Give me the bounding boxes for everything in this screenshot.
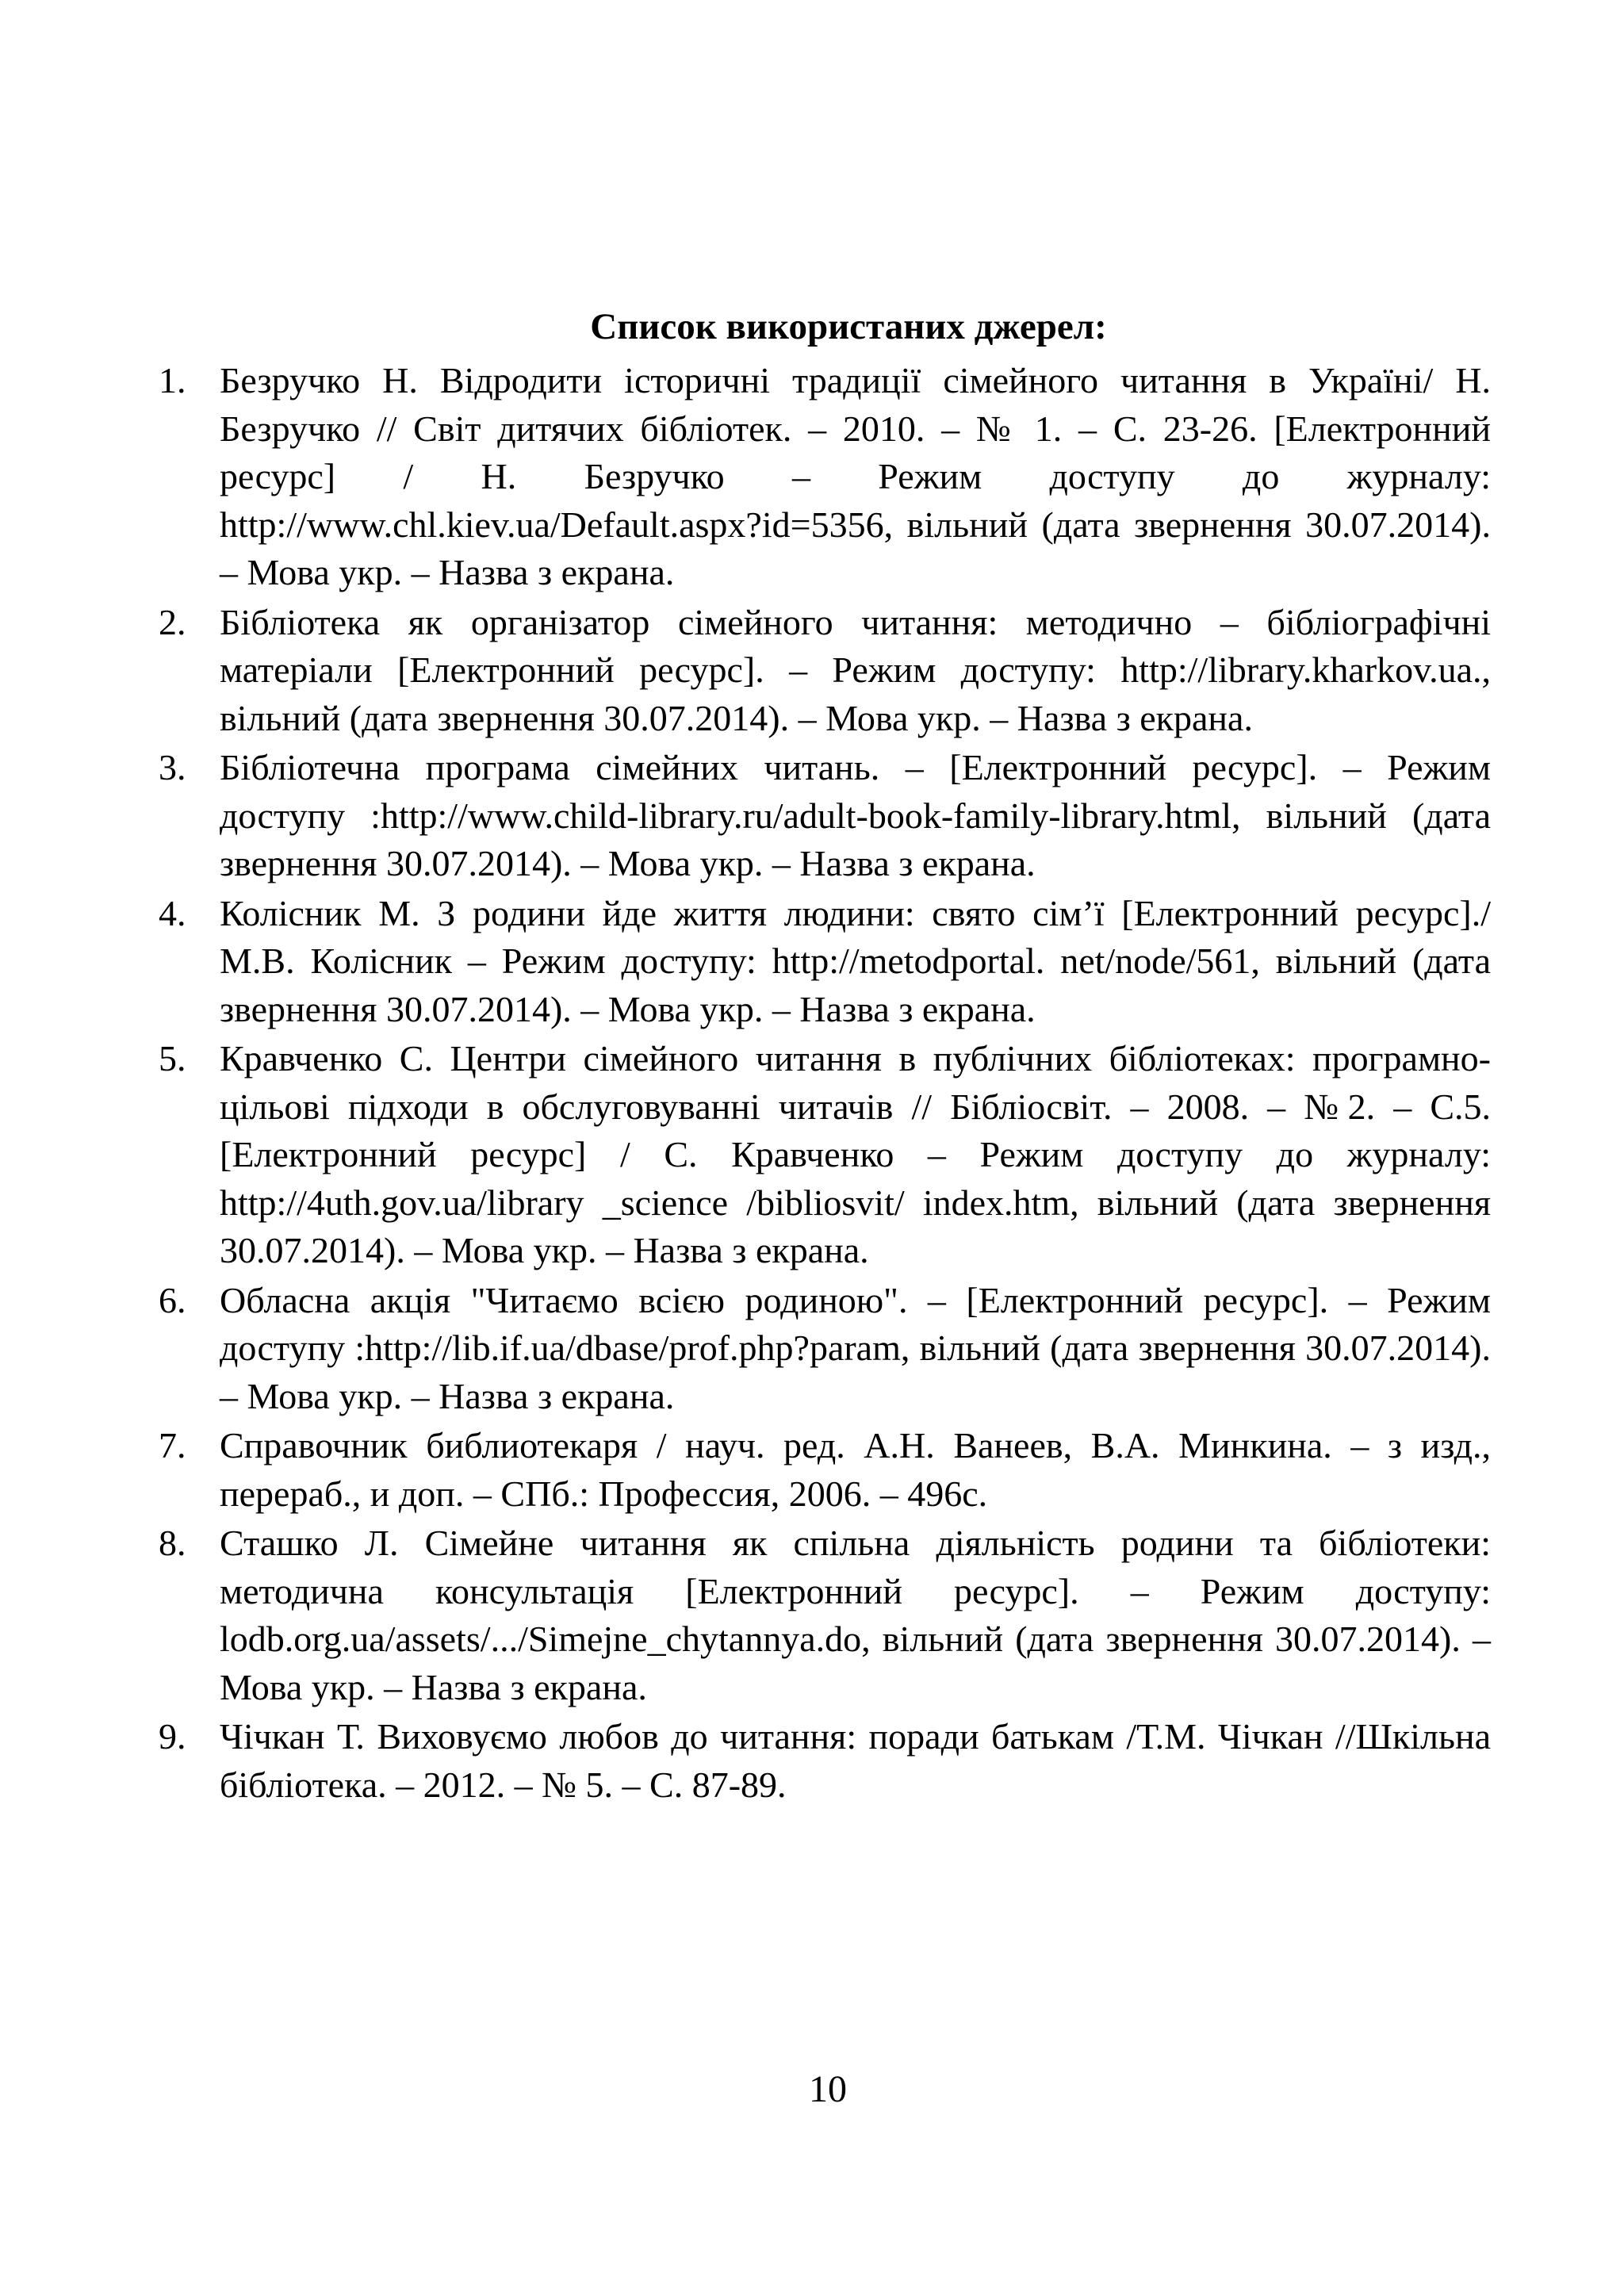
reference-item-3: [159, 744, 1491, 888]
reference-text: Кравченко С. Центри сімейного читання в публічних бібліотеках: програмно-цільові підходи в обслуговуванні читачів // Бібліосвіт. – 2008. – №2. – С.5. [Електронний ресурс] / С. Кравченко – Режим доступу до журналу: http://4uth.gov.ua/library _science /bibliosvit/ index.htm, вільний (дата звернення 30.07.2014). – Мова укр. – Назва з екрана.: [220, 1038, 1491, 1270]
reference-number: 2.: [159, 601, 186, 642]
references-heading: Список використаних джерел:: [590, 306, 1107, 347]
reference-item-8: [159, 1519, 1491, 1711]
reference-number: 9.: [159, 1716, 186, 1757]
reference-text: Чічкан Т. Виховуємо любов до читання: поради батькам /Т.М. Чічкан //Шкільна бібліотека. – 2012. – № 5. – С. 87-89.: [220, 1716, 1491, 1805]
reference-item-2: [159, 599, 1491, 743]
reference-number: 4.: [159, 892, 186, 933]
reference-text: Колісник М. З родини йде життя людини: свято сім’ї [Електронний ресурс]./ М.В. Колісник – Режим доступу: http://metodportal. net/node/561, вільний (дата звернення 30.07.2014). – Мова укр. – Назва з екрана.: [220, 892, 1491, 1029]
reference-item-1: [159, 357, 1491, 597]
reference-item-6: [159, 1277, 1491, 1421]
reference-number: 6.: [159, 1279, 186, 1320]
reference-text: Бібліотечна програма сімейних читань. – [Електронний ресурс]. – Режим доступу :http://www.child-library.ru/adult-book-family-library.html, вільний (дата звернення 30.07.2014). – Мова укр. – Назва з екрана.: [220, 747, 1491, 883]
reference-number: 5.: [159, 1038, 186, 1079]
reference-text: Безручко Н. Відродити історичні традиції сімейного читання в Україні/ Н. Безручко // Світ дитячих бібліотек. – 2010. – № 1. – С. 23-26. [Електронний ресурс] / Н. Безручко – Режим доступу до журналу: http://www.chl.kiev.ua/Default.aspx?id=5356, вільний (дата звернення 30.07.2014). – Мова укр. – Назва з екрана.: [220, 360, 1491, 592]
references-list: [159, 357, 1491, 1809]
reference-item-9: [159, 1713, 1491, 1809]
page-number: 10: [809, 2068, 847, 2110]
reference-item-4: [159, 890, 1491, 1034]
page-content: [159, 303, 1491, 1810]
reference-text: Сташко Л. Сімейне читання як спільна діяльність родини та бібліотеки: методична консультація [Електронний ресурс]. – Режим доступу: lodb.org.ua/assets/.../Simejne_chytannya.do, вільний (дата звернення 30.07.2014). – Мова укр. – Назва з екрана.: [220, 1523, 1491, 1707]
reference-number: 7.: [159, 1425, 186, 1466]
reference-number: 3.: [159, 747, 186, 787]
reference-text: Бібліотека як організатор сімейного читання: методично – бібліографічні матеріали [Електронний ресурс]. – Режим доступу: http://library.kharkov.ua., вільний (дата звернення 30.07.2014). – Мова укр. – Назва з екрана.: [220, 601, 1491, 738]
reference-text: Справочник библиотекаря / науч. ред. А.Н. Ванеев, В.А. Минкина. – з изд., перераб., и доп. – СПб.: Профессия, 2006. – 496с.: [220, 1425, 1491, 1514]
reference-item-7: [159, 1422, 1491, 1518]
reference-number: 1.: [159, 360, 186, 400]
reference-text: Обласна акція "Читаємо всією родиною". – [Електронний ресурс]. – Режим доступу :http://lib.if.ua/dbase/prof.php?param, вільний (дата звернення 30.07.2014). – Мова укр. – Назва з екрана.: [220, 1279, 1491, 1416]
reference-number: 8.: [159, 1523, 186, 1563]
reference-item-5: [159, 1035, 1491, 1275]
